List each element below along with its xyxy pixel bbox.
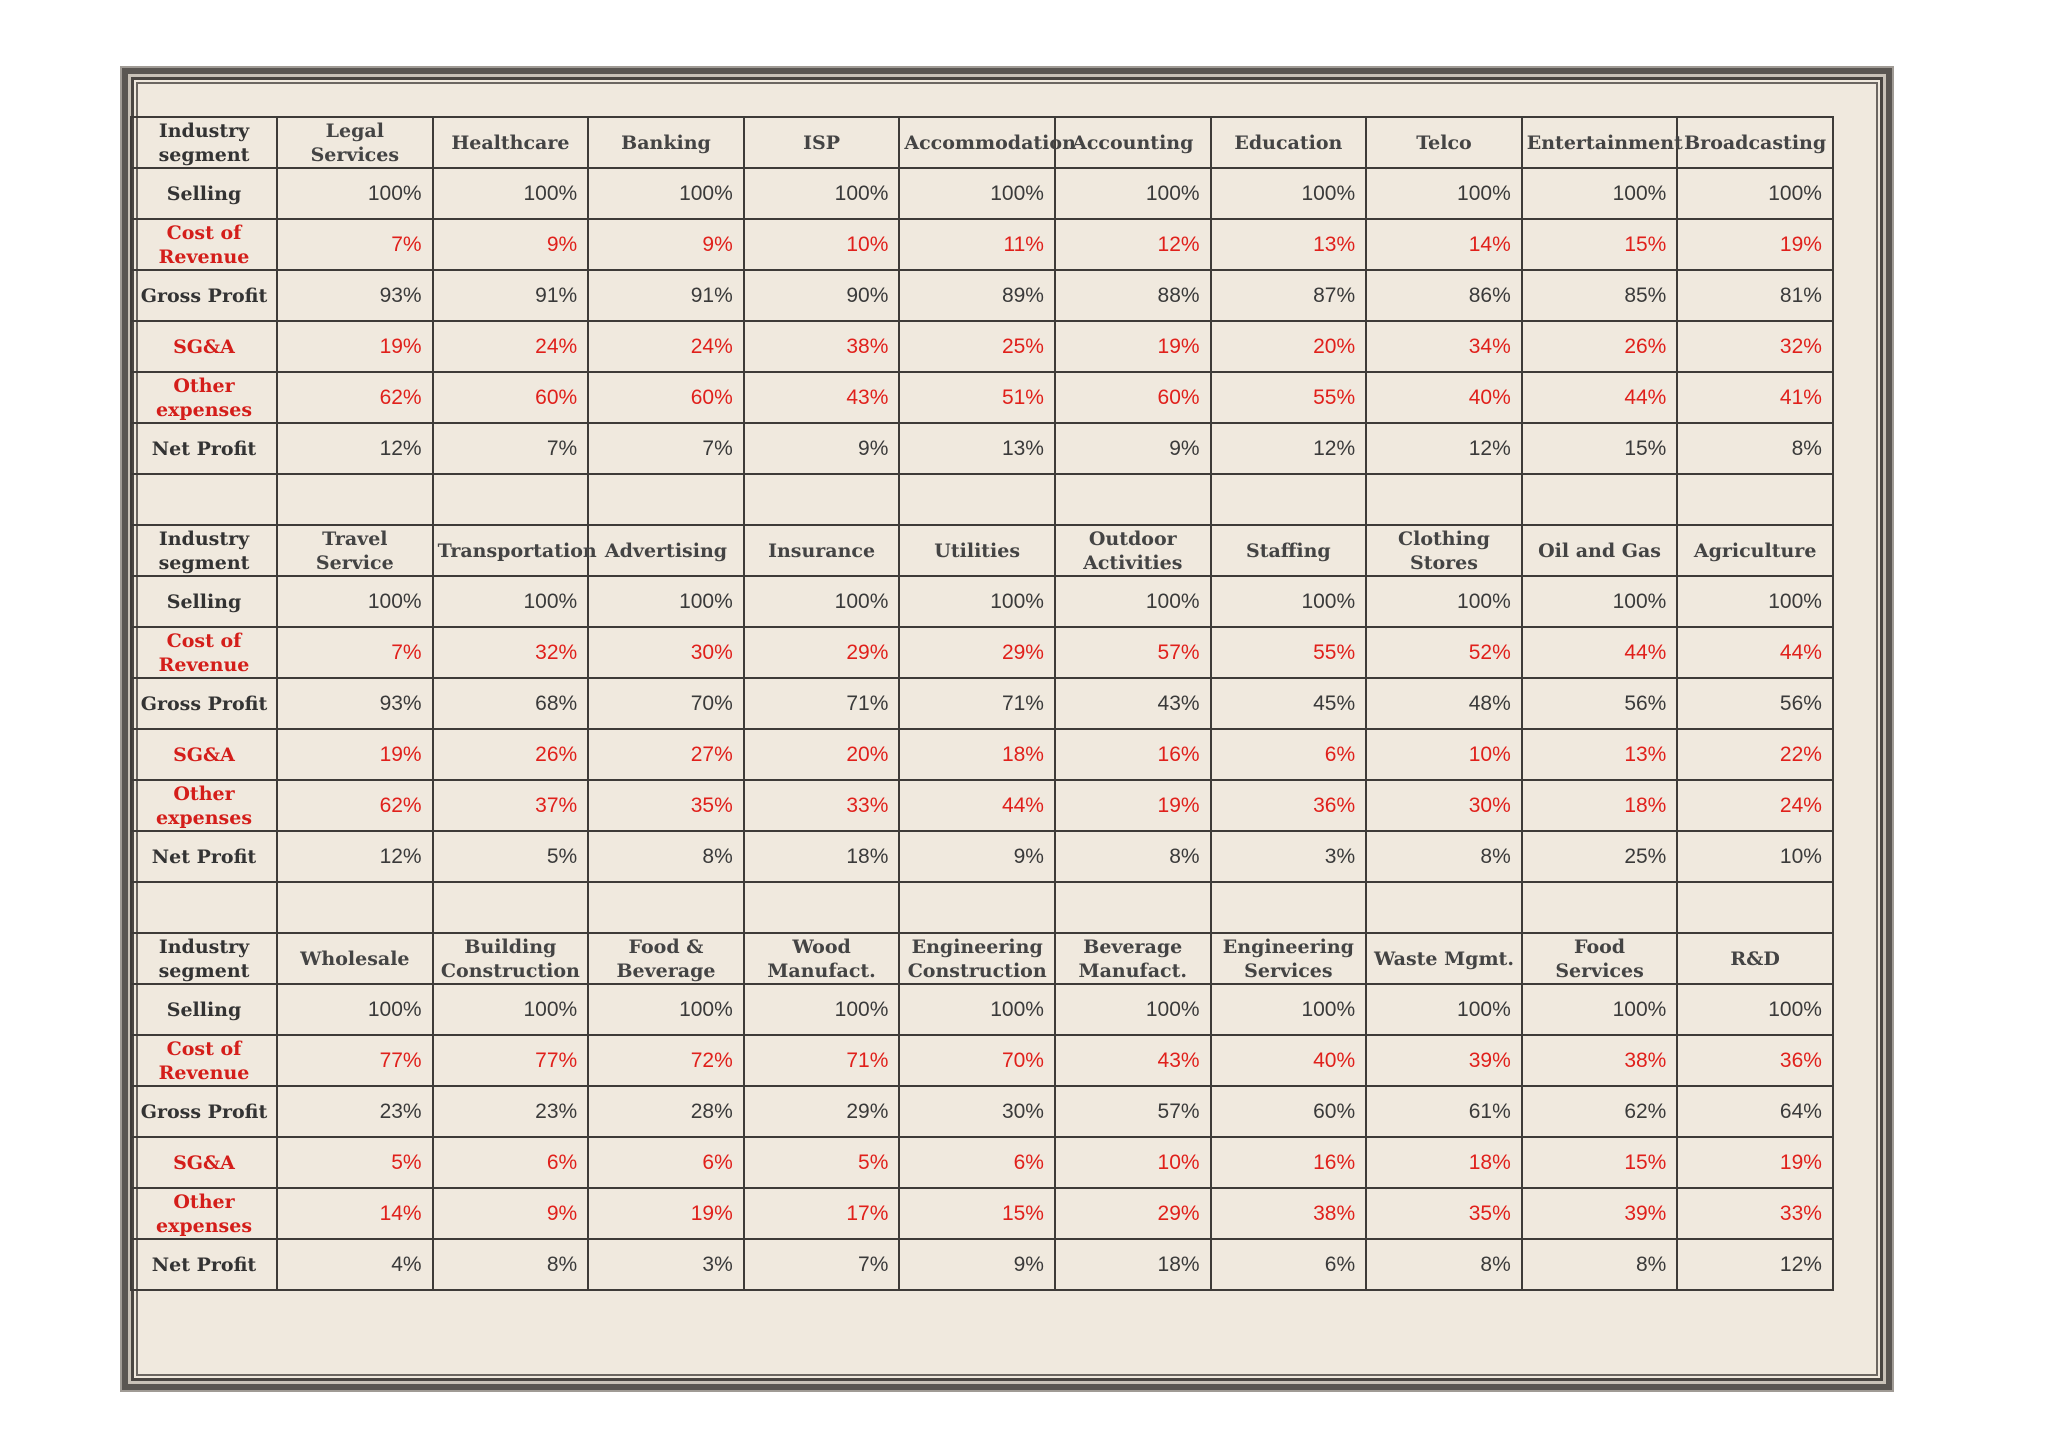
table-row-sganda [131, 729, 1833, 780]
value-cell-cost-of-revenue-beverage-manufact: 43% [1055, 1035, 1211, 1086]
metric-label-gross-profit: Gross Profit [131, 678, 277, 729]
spacer-cell [1522, 474, 1678, 525]
value-cell-gross-profit-food-services: 62% [1522, 1086, 1678, 1137]
metric-label-net-profit: Net Profit [131, 423, 277, 474]
value-cell-sganda-beverage-manufact: 10% [1055, 1137, 1211, 1188]
value-cell-sganda-food-services: 15% [1522, 1137, 1678, 1188]
value-cell-net-profit-building-construction: 8% [433, 1239, 589, 1290]
value-cell-other-expenses-randd: 33% [1677, 1188, 1833, 1239]
value-cell-gross-profit-healthcare: 91% [433, 270, 589, 321]
value-cell-other-expenses-insurance: 33% [744, 780, 900, 831]
column-header-insurance: Insurance [744, 525, 900, 576]
column-header-food-and-beverage: Food & Beverage [588, 933, 744, 984]
value-cell-sganda-legal-services: 19% [277, 321, 433, 372]
column-header-engineering-construction: Engineering Construction [899, 933, 1055, 984]
value-cell-gross-profit-advertising: 70% [588, 678, 744, 729]
value-cell-net-profit-agriculture: 10% [1677, 831, 1833, 882]
value-cell-gross-profit-travel-service: 93% [277, 678, 433, 729]
value-cell-selling-agriculture: 100% [1677, 576, 1833, 627]
value-cell-net-profit-advertising: 8% [588, 831, 744, 882]
value-cell-selling-transportation: 100% [433, 576, 589, 627]
value-cell-sganda-broadcasting: 32% [1677, 321, 1833, 372]
table-row-gross-profit [131, 1086, 1833, 1137]
column-header-agriculture: Agriculture [1677, 525, 1833, 576]
value-cell-gross-profit-education: 87% [1211, 270, 1367, 321]
value-cell-cost-of-revenue-outdoor-activities: 57% [1055, 627, 1211, 678]
value-cell-selling-legal-services: 100% [277, 168, 433, 219]
value-cell-other-expenses-accounting: 60% [1055, 372, 1211, 423]
column-header-isp: ISP [744, 117, 900, 168]
value-cell-net-profit-healthcare: 7% [433, 423, 589, 474]
value-cell-other-expenses-healthcare: 60% [433, 372, 589, 423]
value-cell-cost-of-revenue-isp: 10% [744, 219, 900, 270]
column-header-advertising: Advertising [588, 525, 744, 576]
value-cell-cost-of-revenue-building-construction: 77% [433, 1035, 589, 1086]
spacer-cell [433, 882, 589, 933]
table-row-selling [131, 576, 1833, 627]
value-cell-net-profit-waste-mgmt: 8% [1366, 1239, 1522, 1290]
value-cell-other-expenses-engineering-services: 38% [1211, 1188, 1367, 1239]
value-cell-other-expenses-food-services: 39% [1522, 1188, 1678, 1239]
value-cell-sganda-wood-manufact: 5% [744, 1137, 900, 1188]
value-cell-other-expenses-legal-services: 62% [277, 372, 433, 423]
value-cell-cost-of-revenue-staffing: 55% [1211, 627, 1367, 678]
value-cell-selling-utilities: 100% [899, 576, 1055, 627]
value-cell-other-expenses-travel-service: 62% [277, 780, 433, 831]
value-cell-other-expenses-telco: 40% [1366, 372, 1522, 423]
column-header-outdoor-activities: Outdoor Activities [1055, 525, 1211, 576]
value-cell-sganda-agriculture: 22% [1677, 729, 1833, 780]
column-header-staffing: Staffing [1211, 525, 1367, 576]
table-row-gross-profit [131, 678, 1833, 729]
value-cell-selling-staffing: 100% [1211, 576, 1367, 627]
value-cell-sganda-outdoor-activities: 16% [1055, 729, 1211, 780]
value-cell-net-profit-broadcasting: 8% [1677, 423, 1833, 474]
spacer-cell [588, 882, 744, 933]
value-cell-sganda-transportation: 26% [433, 729, 589, 780]
value-cell-other-expenses-wholesale: 14% [277, 1188, 433, 1239]
metric-label-gross-profit: Gross Profit [131, 270, 277, 321]
value-cell-sganda-randd: 19% [1677, 1137, 1833, 1188]
table-row-sganda [131, 1137, 1833, 1188]
value-cell-sganda-engineering-construction: 6% [899, 1137, 1055, 1188]
section-header-row [131, 117, 1833, 168]
value-cell-cost-of-revenue-broadcasting: 19% [1677, 219, 1833, 270]
spacer-cell [433, 474, 589, 525]
column-header-legal-services: Legal Services [277, 117, 433, 168]
value-cell-net-profit-banking: 7% [588, 423, 744, 474]
value-cell-gross-profit-entertainment: 85% [1522, 270, 1678, 321]
column-header-healthcare: Healthcare [433, 117, 589, 168]
value-cell-net-profit-insurance: 18% [744, 831, 900, 882]
value-cell-net-profit-outdoor-activities: 8% [1055, 831, 1211, 882]
value-cell-other-expenses-staffing: 36% [1211, 780, 1367, 831]
value-cell-gross-profit-food-and-beverage: 28% [588, 1086, 744, 1137]
table-row-net-profit [131, 831, 1833, 882]
spacer-cell [131, 882, 277, 933]
value-cell-cost-of-revenue-engineering-services: 40% [1211, 1035, 1367, 1086]
value-cell-gross-profit-accommodation: 89% [899, 270, 1055, 321]
value-cell-selling-wholesale: 100% [277, 984, 433, 1035]
value-cell-net-profit-telco: 12% [1366, 423, 1522, 474]
table-row-net-profit [131, 423, 1833, 474]
spacer-cell [1366, 882, 1522, 933]
value-cell-gross-profit-engineering-construction: 30% [899, 1086, 1055, 1137]
value-cell-net-profit-transportation: 5% [433, 831, 589, 882]
value-cell-cost-of-revenue-transportation: 32% [433, 627, 589, 678]
value-cell-sganda-food-and-beverage: 6% [588, 1137, 744, 1188]
value-cell-other-expenses-transportation: 37% [433, 780, 589, 831]
value-cell-cost-of-revenue-education: 13% [1211, 219, 1367, 270]
table-row-other-expenses [131, 780, 1833, 831]
value-cell-gross-profit-randd: 64% [1677, 1086, 1833, 1137]
value-cell-gross-profit-banking: 91% [588, 270, 744, 321]
spacer-cell [1366, 474, 1522, 525]
column-header-accommodation: Accommodation [899, 117, 1055, 168]
value-cell-net-profit-randd: 12% [1677, 1239, 1833, 1290]
value-cell-cost-of-revenue-telco: 14% [1366, 219, 1522, 270]
value-cell-cost-of-revenue-wholesale: 77% [277, 1035, 433, 1086]
value-cell-selling-accommodation: 100% [899, 168, 1055, 219]
value-cell-net-profit-accounting: 9% [1055, 423, 1211, 474]
value-cell-net-profit-accommodation: 13% [899, 423, 1055, 474]
metric-label-cost-of-revenue: Cost of Revenue [131, 627, 277, 678]
value-cell-cost-of-revenue-accommodation: 11% [899, 219, 1055, 270]
value-cell-sganda-clothing-stores: 10% [1366, 729, 1522, 780]
spacer-cell [1055, 474, 1211, 525]
column-header-building-construction: Building Construction [433, 933, 589, 984]
metric-label-sganda: SG&A [131, 1137, 277, 1188]
column-header-beverage-manufact: Beverage Manufact. [1055, 933, 1211, 984]
value-cell-net-profit-engineering-construction: 9% [899, 1239, 1055, 1290]
column-header-randd: R&D [1677, 933, 1833, 984]
metric-label-other-expenses: Other expenses [131, 1188, 277, 1239]
value-cell-cost-of-revenue-wood-manufact: 71% [744, 1035, 900, 1086]
section-header-row [131, 933, 1833, 984]
value-cell-net-profit-food-and-beverage: 3% [588, 1239, 744, 1290]
value-cell-other-expenses-utilities: 44% [899, 780, 1055, 831]
value-cell-gross-profit-agriculture: 56% [1677, 678, 1833, 729]
spacer-cell [1211, 474, 1367, 525]
metric-label-sganda: SG&A [131, 321, 277, 372]
value-cell-sganda-isp: 38% [744, 321, 900, 372]
table-row-net-profit [131, 1239, 1833, 1290]
row-header-label: Industry segment [131, 525, 277, 576]
column-header-broadcasting: Broadcasting [1677, 117, 1833, 168]
spacer-cell [899, 882, 1055, 933]
value-cell-selling-oil-and-gas: 100% [1522, 576, 1678, 627]
value-cell-gross-profit-legal-services: 93% [277, 270, 433, 321]
value-cell-sganda-banking: 24% [588, 321, 744, 372]
value-cell-gross-profit-beverage-manufact: 57% [1055, 1086, 1211, 1137]
value-cell-selling-outdoor-activities: 100% [1055, 576, 1211, 627]
value-cell-gross-profit-wood-manufact: 29% [744, 1086, 900, 1137]
value-cell-other-expenses-building-construction: 9% [433, 1188, 589, 1239]
metric-label-cost-of-revenue: Cost of Revenue [131, 219, 277, 270]
value-cell-selling-entertainment: 100% [1522, 168, 1678, 219]
value-cell-sganda-waste-mgmt: 18% [1366, 1137, 1522, 1188]
value-cell-selling-banking: 100% [588, 168, 744, 219]
column-header-banking: Banking [588, 117, 744, 168]
value-cell-cost-of-revenue-accounting: 12% [1055, 219, 1211, 270]
value-cell-cost-of-revenue-travel-service: 7% [277, 627, 433, 678]
value-cell-other-expenses-waste-mgmt: 35% [1366, 1188, 1522, 1239]
spacer-cell [1677, 474, 1833, 525]
value-cell-net-profit-engineering-services: 6% [1211, 1239, 1367, 1290]
value-cell-gross-profit-outdoor-activities: 43% [1055, 678, 1211, 729]
value-cell-selling-randd: 100% [1677, 984, 1833, 1035]
value-cell-sganda-telco: 34% [1366, 321, 1522, 372]
column-header-wood-manufact: Wood Manufact. [744, 933, 900, 984]
value-cell-other-expenses-banking: 60% [588, 372, 744, 423]
value-cell-gross-profit-telco: 86% [1366, 270, 1522, 321]
value-cell-sganda-entertainment: 26% [1522, 321, 1678, 372]
value-cell-cost-of-revenue-utilities: 29% [899, 627, 1055, 678]
value-cell-cost-of-revenue-legal-services: 7% [277, 219, 433, 270]
column-header-wholesale: Wholesale [277, 933, 433, 984]
value-cell-other-expenses-education: 55% [1211, 372, 1367, 423]
value-cell-sganda-advertising: 27% [588, 729, 744, 780]
table-row-cost-of-revenue [131, 219, 1833, 270]
value-cell-cost-of-revenue-engineering-construction: 70% [899, 1035, 1055, 1086]
value-cell-net-profit-beverage-manufact: 18% [1055, 1239, 1211, 1290]
metric-label-selling: Selling [131, 576, 277, 627]
table-row-selling [131, 984, 1833, 1035]
spacer-cell [744, 882, 900, 933]
value-cell-cost-of-revenue-food-services: 38% [1522, 1035, 1678, 1086]
value-cell-other-expenses-oil-and-gas: 18% [1522, 780, 1678, 831]
value-cell-selling-isp: 100% [744, 168, 900, 219]
value-cell-cost-of-revenue-waste-mgmt: 39% [1366, 1035, 1522, 1086]
value-cell-selling-food-and-beverage: 100% [588, 984, 744, 1035]
column-header-clothing-stores: Clothing Stores [1366, 525, 1522, 576]
section-spacer-row [131, 882, 1833, 933]
value-cell-selling-engineering-construction: 100% [899, 984, 1055, 1035]
value-cell-sganda-education: 20% [1211, 321, 1367, 372]
metric-label-sganda: SG&A [131, 729, 277, 780]
value-cell-cost-of-revenue-agriculture: 44% [1677, 627, 1833, 678]
value-cell-sganda-wholesale: 5% [277, 1137, 433, 1188]
metric-label-net-profit: Net Profit [131, 831, 277, 882]
row-header-label: Industry segment [131, 117, 277, 168]
value-cell-selling-advertising: 100% [588, 576, 744, 627]
value-cell-sganda-accommodation: 25% [899, 321, 1055, 372]
table-row-gross-profit [131, 270, 1833, 321]
column-header-education: Education [1211, 117, 1367, 168]
value-cell-cost-of-revenue-healthcare: 9% [433, 219, 589, 270]
value-cell-selling-broadcasting: 100% [1677, 168, 1833, 219]
value-cell-other-expenses-broadcasting: 41% [1677, 372, 1833, 423]
spacer-cell [1211, 882, 1367, 933]
table-row-selling [131, 168, 1833, 219]
value-cell-selling-accounting: 100% [1055, 168, 1211, 219]
spacer-cell [1677, 882, 1833, 933]
value-cell-sganda-engineering-services: 16% [1211, 1137, 1367, 1188]
value-cell-other-expenses-isp: 43% [744, 372, 900, 423]
value-cell-other-expenses-food-and-beverage: 19% [588, 1188, 744, 1239]
column-header-transportation: Transportation [433, 525, 589, 576]
spacer-cell [744, 474, 900, 525]
value-cell-gross-profit-building-construction: 23% [433, 1086, 589, 1137]
value-cell-net-profit-wood-manufact: 7% [744, 1239, 900, 1290]
value-cell-other-expenses-engineering-construction: 15% [899, 1188, 1055, 1239]
table-row-sganda [131, 321, 1833, 372]
value-cell-cost-of-revenue-insurance: 29% [744, 627, 900, 678]
value-cell-cost-of-revenue-food-and-beverage: 72% [588, 1035, 744, 1086]
value-cell-cost-of-revenue-clothing-stores: 52% [1366, 627, 1522, 678]
industry-margin-table [130, 116, 1834, 1291]
value-cell-net-profit-food-services: 8% [1522, 1239, 1678, 1290]
value-cell-cost-of-revenue-randd: 36% [1677, 1035, 1833, 1086]
value-cell-net-profit-clothing-stores: 8% [1366, 831, 1522, 882]
column-header-accounting: Accounting [1055, 117, 1211, 168]
value-cell-sganda-travel-service: 19% [277, 729, 433, 780]
column-header-telco: Telco [1366, 117, 1522, 168]
column-header-engineering-services: Engineering Services [1211, 933, 1367, 984]
value-cell-gross-profit-clothing-stores: 48% [1366, 678, 1522, 729]
value-cell-gross-profit-staffing: 45% [1211, 678, 1367, 729]
value-cell-net-profit-oil-and-gas: 25% [1522, 831, 1678, 882]
value-cell-gross-profit-utilities: 71% [899, 678, 1055, 729]
value-cell-other-expenses-outdoor-activities: 19% [1055, 780, 1211, 831]
value-cell-selling-waste-mgmt: 100% [1366, 984, 1522, 1035]
value-cell-cost-of-revenue-banking: 9% [588, 219, 744, 270]
metric-label-selling: Selling [131, 168, 277, 219]
value-cell-net-profit-isp: 9% [744, 423, 900, 474]
value-cell-net-profit-wholesale: 4% [277, 1239, 433, 1290]
table-row-other-expenses [131, 372, 1833, 423]
value-cell-other-expenses-beverage-manufact: 29% [1055, 1188, 1211, 1239]
value-cell-gross-profit-broadcasting: 81% [1677, 270, 1833, 321]
metric-label-gross-profit: Gross Profit [131, 1086, 277, 1137]
value-cell-cost-of-revenue-advertising: 30% [588, 627, 744, 678]
spacer-cell [131, 474, 277, 525]
value-cell-selling-wood-manufact: 100% [744, 984, 900, 1035]
value-cell-net-profit-travel-service: 12% [277, 831, 433, 882]
metric-label-net-profit: Net Profit [131, 1239, 277, 1290]
section-spacer-row [131, 474, 1833, 525]
value-cell-sganda-insurance: 20% [744, 729, 900, 780]
value-cell-selling-telco: 100% [1366, 168, 1522, 219]
column-header-travel-service: Travel Service [277, 525, 433, 576]
spacer-cell [899, 474, 1055, 525]
value-cell-other-expenses-accommodation: 51% [899, 372, 1055, 423]
value-cell-sganda-utilities: 18% [899, 729, 1055, 780]
value-cell-selling-education: 100% [1211, 168, 1367, 219]
column-header-entertainment: Entertainment [1522, 117, 1678, 168]
row-header-label: Industry segment [131, 933, 277, 984]
value-cell-selling-engineering-services: 100% [1211, 984, 1367, 1035]
column-header-oil-and-gas: Oil and Gas [1522, 525, 1678, 576]
value-cell-net-profit-legal-services: 12% [277, 423, 433, 474]
spacer-cell [277, 474, 433, 525]
value-cell-sganda-healthcare: 24% [433, 321, 589, 372]
section-header-row [131, 525, 1833, 576]
metric-label-cost-of-revenue: Cost of Revenue [131, 1035, 277, 1086]
spacer-cell [277, 882, 433, 933]
value-cell-selling-building-construction: 100% [433, 984, 589, 1035]
column-header-food-services: Food Services [1522, 933, 1678, 984]
table-row-cost-of-revenue [131, 627, 1833, 678]
column-header-waste-mgmt: Waste Mgmt. [1366, 933, 1522, 984]
spacer-cell [1055, 882, 1211, 933]
value-cell-sganda-accounting: 19% [1055, 321, 1211, 372]
value-cell-other-expenses-wood-manufact: 17% [744, 1188, 900, 1239]
value-cell-net-profit-utilities: 9% [899, 831, 1055, 882]
value-cell-gross-profit-accounting: 88% [1055, 270, 1211, 321]
spacer-cell [1522, 882, 1678, 933]
table-row-other-expenses [131, 1188, 1833, 1239]
value-cell-selling-clothing-stores: 100% [1366, 576, 1522, 627]
value-cell-sganda-building-construction: 6% [433, 1137, 589, 1188]
value-cell-gross-profit-wholesale: 23% [277, 1086, 433, 1137]
metric-label-selling: Selling [131, 984, 277, 1035]
value-cell-sganda-staffing: 6% [1211, 729, 1367, 780]
value-cell-gross-profit-oil-and-gas: 56% [1522, 678, 1678, 729]
table-row-cost-of-revenue [131, 1035, 1833, 1086]
value-cell-selling-food-services: 100% [1522, 984, 1678, 1035]
value-cell-selling-beverage-manufact: 100% [1055, 984, 1211, 1035]
value-cell-gross-profit-transportation: 68% [433, 678, 589, 729]
value-cell-net-profit-education: 12% [1211, 423, 1367, 474]
value-cell-cost-of-revenue-entertainment: 15% [1522, 219, 1678, 270]
value-cell-cost-of-revenue-oil-and-gas: 44% [1522, 627, 1678, 678]
value-cell-other-expenses-advertising: 35% [588, 780, 744, 831]
value-cell-gross-profit-engineering-services: 60% [1211, 1086, 1367, 1137]
value-cell-selling-insurance: 100% [744, 576, 900, 627]
value-cell-net-profit-staffing: 3% [1211, 831, 1367, 882]
value-cell-other-expenses-clothing-stores: 30% [1366, 780, 1522, 831]
metric-label-other-expenses: Other expenses [131, 372, 277, 423]
value-cell-other-expenses-entertainment: 44% [1522, 372, 1678, 423]
value-cell-selling-travel-service: 100% [277, 576, 433, 627]
value-cell-net-profit-entertainment: 15% [1522, 423, 1678, 474]
value-cell-sganda-oil-and-gas: 13% [1522, 729, 1678, 780]
spacer-cell [588, 474, 744, 525]
value-cell-gross-profit-isp: 90% [744, 270, 900, 321]
value-cell-selling-healthcare: 100% [433, 168, 589, 219]
column-header-utilities: Utilities [899, 525, 1055, 576]
value-cell-other-expenses-agriculture: 24% [1677, 780, 1833, 831]
value-cell-gross-profit-insurance: 71% [744, 678, 900, 729]
value-cell-gross-profit-waste-mgmt: 61% [1366, 1086, 1522, 1137]
metric-label-other-expenses: Other expenses [131, 780, 277, 831]
